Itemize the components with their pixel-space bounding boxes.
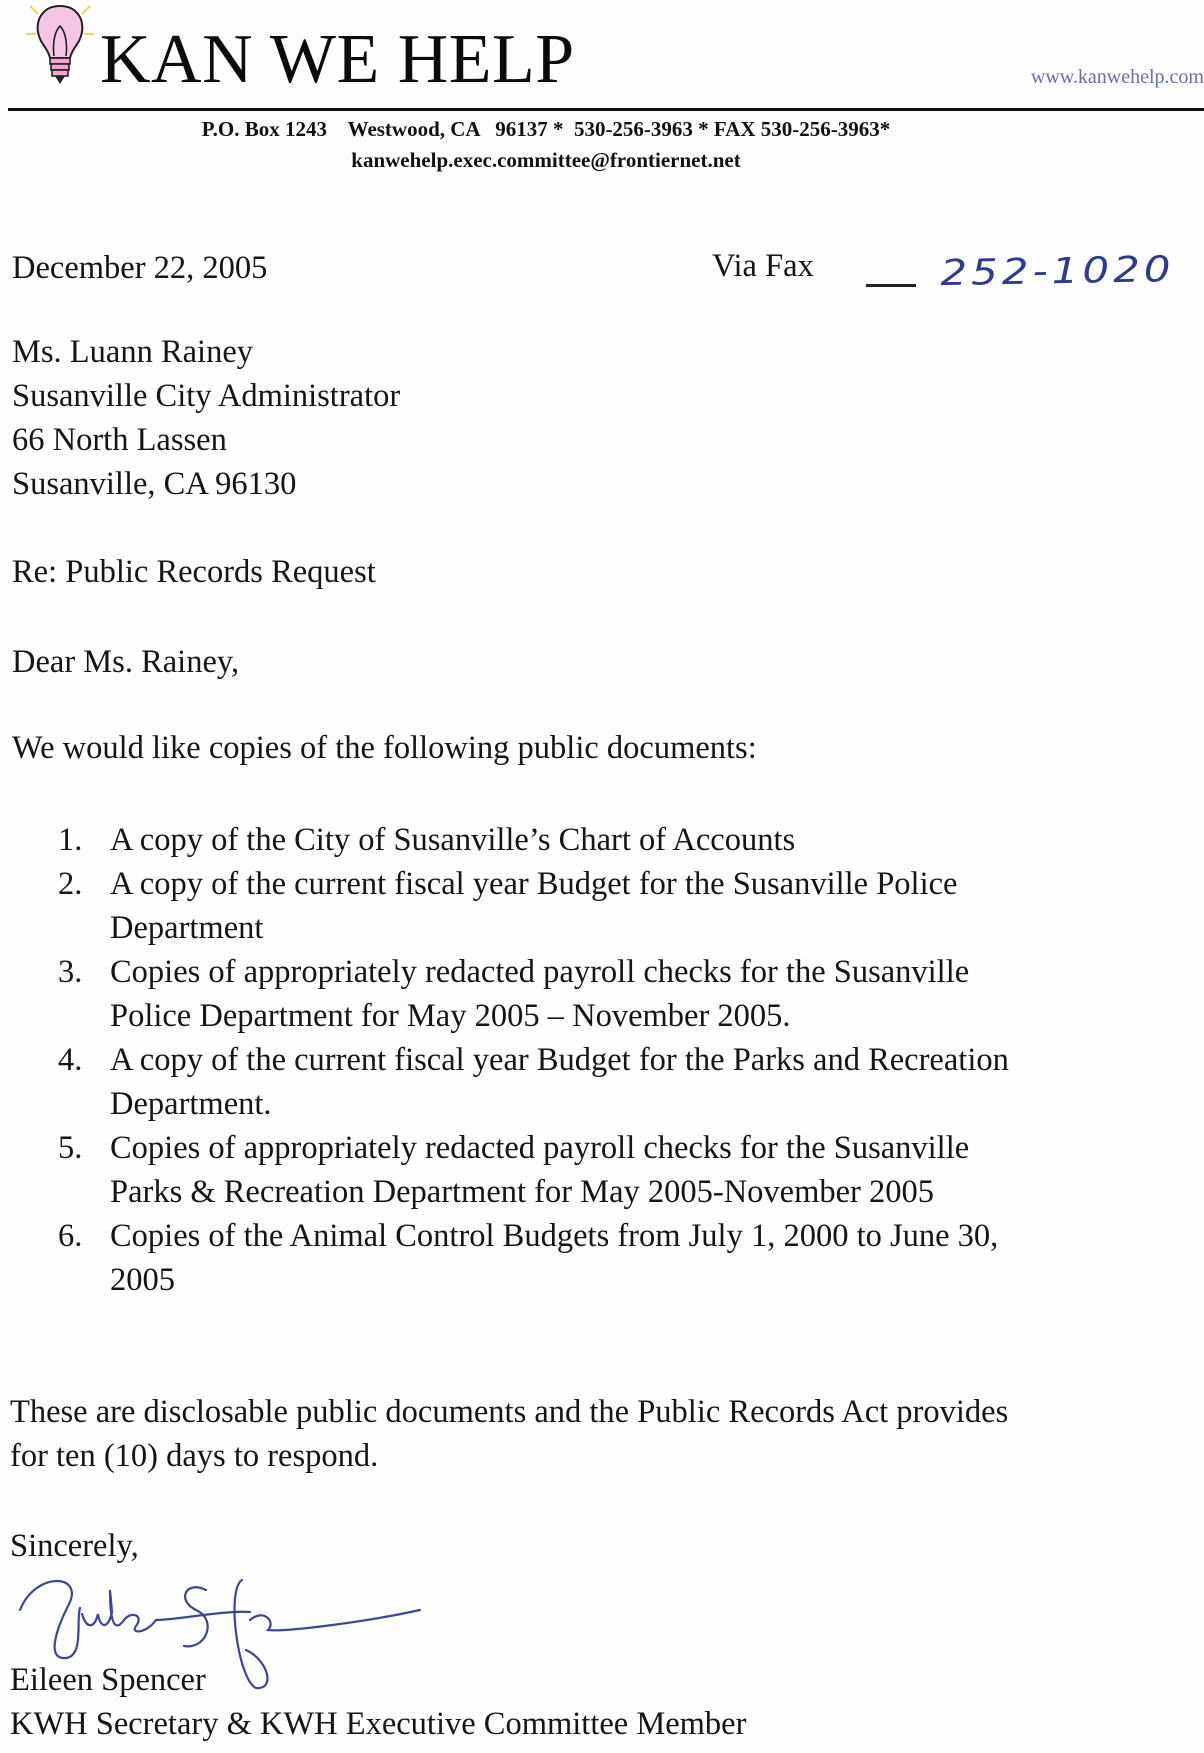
request-text — [110, 1038, 1204, 1126]
request-text-line: Copies of appropriately redacted payroll checks for the Susanville — [110, 954, 970, 990]
request-text-line: A copy of the current fiscal year Budget for the Susanville Police — [110, 866, 958, 902]
closing-paragraph-line: These are disclosable public documents and the Public Records Act provides — [10, 1394, 1009, 1430]
request-number: 4. — [58, 1042, 83, 1078]
signer-title: KWH Secretary & KWH Executive Committee Member — [10, 1706, 747, 1742]
request-number: 3. — [58, 954, 83, 990]
request-number: 5. — [58, 1130, 83, 1166]
handwritten-fax-number: 252-1020 — [940, 247, 1175, 294]
subject-line: Re: Public Records Request — [12, 554, 376, 590]
contact-address: P.O. Box 1243 Westwood, CA 96137 * 530-256-3963 * FAX 530-256-3963* — [201, 117, 891, 141]
organization-name: KAN WE HELP — [100, 21, 575, 98]
request-list-item — [0, 1126, 1204, 1214]
request-text-line: A copy of the current fiscal year Budget for the Parks and Recreation — [110, 1042, 1009, 1078]
recipient-title: Susanville City Administrator — [12, 378, 401, 414]
request-number: 2. — [58, 866, 83, 902]
request-text-line: Police Department for May 2005 – November 2005. — [110, 998, 791, 1034]
request-text — [110, 862, 1204, 950]
request-text-line: Copies of appropriately redacted payroll checks for the Susanville — [110, 1130, 970, 1166]
request-text-line: Department — [110, 910, 264, 946]
signer-name: Eileen Spencer — [10, 1662, 206, 1698]
request-list-item — [0, 1038, 1204, 1126]
recipient-name: Ms. Luann Rainey — [12, 334, 254, 370]
request-text — [110, 818, 1204, 862]
salutation: Dear Ms. Rainey, — [12, 644, 240, 680]
request-list — [0, 818, 1204, 1302]
request-text — [110, 1214, 1204, 1302]
recipient-street: 66 North Lassen — [12, 422, 227, 458]
request-text-line: A copy of the City of Susanville’s Chart of Accounts — [110, 822, 796, 858]
request-list-item — [0, 950, 1204, 1038]
closing-paragraph-line: for ten (10) days to respond. — [10, 1438, 379, 1474]
request-text — [110, 950, 1204, 1038]
via-fax-label: Via Fax — [712, 248, 814, 284]
request-text-line: Copies of the Animal Control Budgets from July 1, 2000 to June 30, — [110, 1218, 999, 1254]
intro-paragraph: We would like copies of the following public documents: — [12, 730, 757, 766]
request-list-item — [0, 1214, 1204, 1302]
request-text-line: 2005 — [110, 1262, 175, 1298]
request-number: 1. — [58, 822, 83, 858]
letterhead-divider — [8, 108, 1204, 111]
lightbulb-icon — [24, 0, 96, 92]
recipient-city: Susanville, CA 96130 — [12, 466, 297, 502]
website-link[interactable]: www.kanwehelp.com — [1030, 66, 1204, 88]
request-text-line: Parks & Recreation Department for May 2005-November 2005 — [110, 1174, 935, 1210]
sign-off: Sincerely, — [10, 1528, 139, 1564]
request-list-item — [0, 818, 1204, 862]
letter-date: December 22, 2005 — [12, 250, 268, 286]
request-list-item — [0, 862, 1204, 950]
fax-dash — [866, 284, 916, 287]
contact-email: kanwehelp.exec.committee@frontiernet.net — [351, 148, 741, 172]
request-text — [110, 1126, 1204, 1214]
request-text-line: Department. — [110, 1086, 272, 1122]
request-number: 6. — [58, 1218, 83, 1254]
